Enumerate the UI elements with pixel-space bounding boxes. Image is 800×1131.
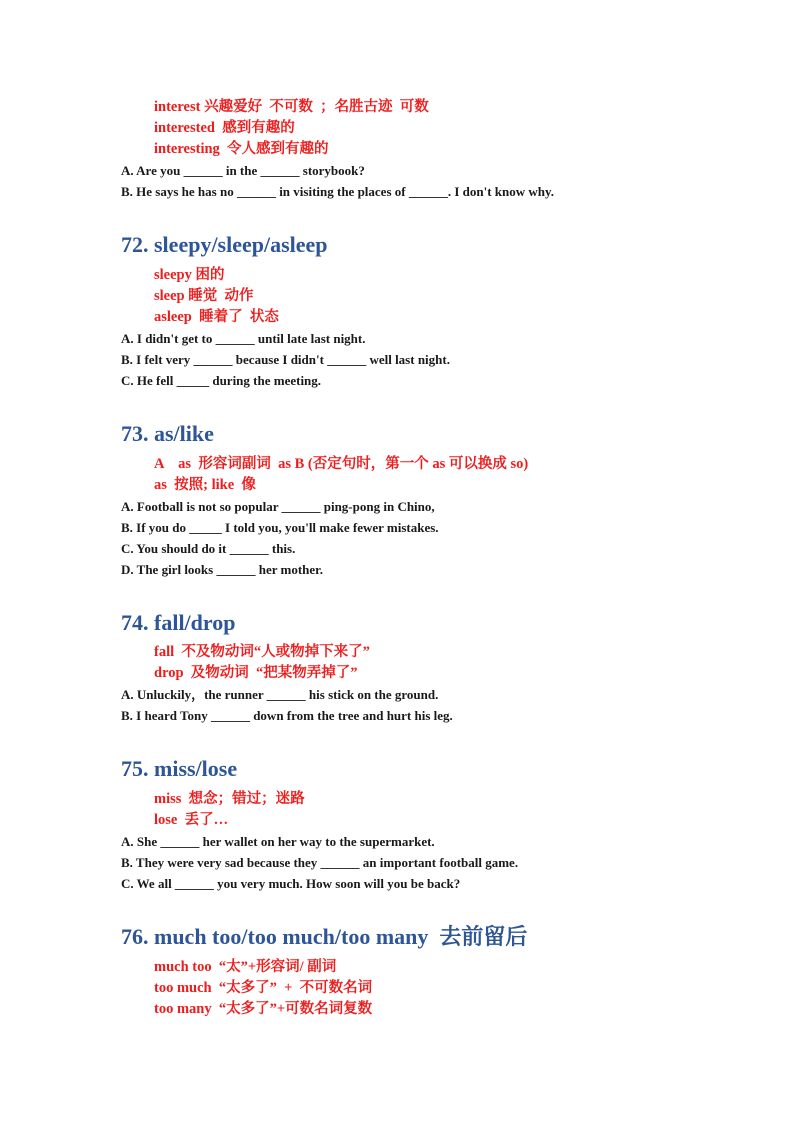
definition-sleep: sleep 睡觉 动作: [154, 288, 254, 304]
example-sentence: C. We all ______ you very much. How soon will you be back?: [121, 876, 461, 891]
definition-interested: interested 感到有趣的: [154, 120, 295, 136]
definition-sleepy: sleepy 困的: [154, 267, 225, 283]
example-sentence: A. Are you ______ in the ______ storybook?: [121, 163, 365, 178]
example-sentence: A. I didn't get to ______ until late last night.: [121, 331, 366, 346]
example-sentence: D. The girl looks ______ her mother.: [121, 562, 323, 577]
section-heading-72: 72. sleepy/sleep/asleep: [121, 232, 328, 257]
example-sentence: C. He fell _____ during the meeting.: [121, 373, 322, 388]
section-heading-76: 76. much too/too much/too many 去前留后: [121, 924, 528, 949]
example-sentence: A. Unluckily，the runner ______ his stick on the ground.: [121, 687, 439, 702]
section-heading-74: 74. fall/drop: [121, 610, 236, 635]
example-sentence: B. I heard Tony ______ down from the tree and hurt his leg.: [121, 708, 453, 723]
definition-fall: fall 不及物动词“人或物掉下来了”: [154, 644, 370, 660]
definition-as-like: as 按照; like 像: [154, 477, 256, 493]
example-sentence: B. They were very sad because they ______ an important football game.: [121, 855, 519, 870]
definition-drop: drop 及物动词 “把某物弄掉了”: [154, 665, 358, 681]
definition-much-too: much too “太”+形容词/ 副词: [154, 959, 337, 975]
example-sentence: A. Football is not so popular ______ ping-pong in Chino,: [121, 499, 435, 514]
example-sentence: A. She ______ her wallet on her way to the supermarket.: [121, 834, 435, 849]
section-heading-75: 75. miss/lose: [121, 756, 238, 781]
definition-lose: lose 丢了…: [154, 812, 229, 828]
definition-interesting: interesting 令人感到有趣的: [154, 141, 329, 157]
definition-too-many: too many “太多了”+可数名词复数: [154, 1001, 373, 1017]
definition-interest: interest 兴趣爱好 不可数 ；名胜古迹 可数: [154, 99, 429, 115]
definition-miss: miss 想念；错过；迷路: [154, 791, 305, 807]
definition-asleep: asleep 睡着了 状态: [154, 309, 279, 325]
section-heading-73: 73. as/like: [121, 421, 214, 446]
definition-as-as: A as 形容词副词 as B (否定句时，第一个 as 可以换成 so): [154, 456, 529, 472]
example-sentence: B. I felt very ______ because I didn't ______ well last night.: [121, 352, 450, 367]
definition-too-much: too much “太多了” + 不可数名词: [154, 980, 373, 996]
example-sentence: B. If you do _____ I told you, you'll make fewer mistakes.: [121, 520, 439, 535]
example-sentence: B. He says he has no ______ in visiting the places of ______. I don't know why.: [121, 184, 555, 199]
example-sentence: C. You should do it ______ this.: [121, 541, 296, 556]
